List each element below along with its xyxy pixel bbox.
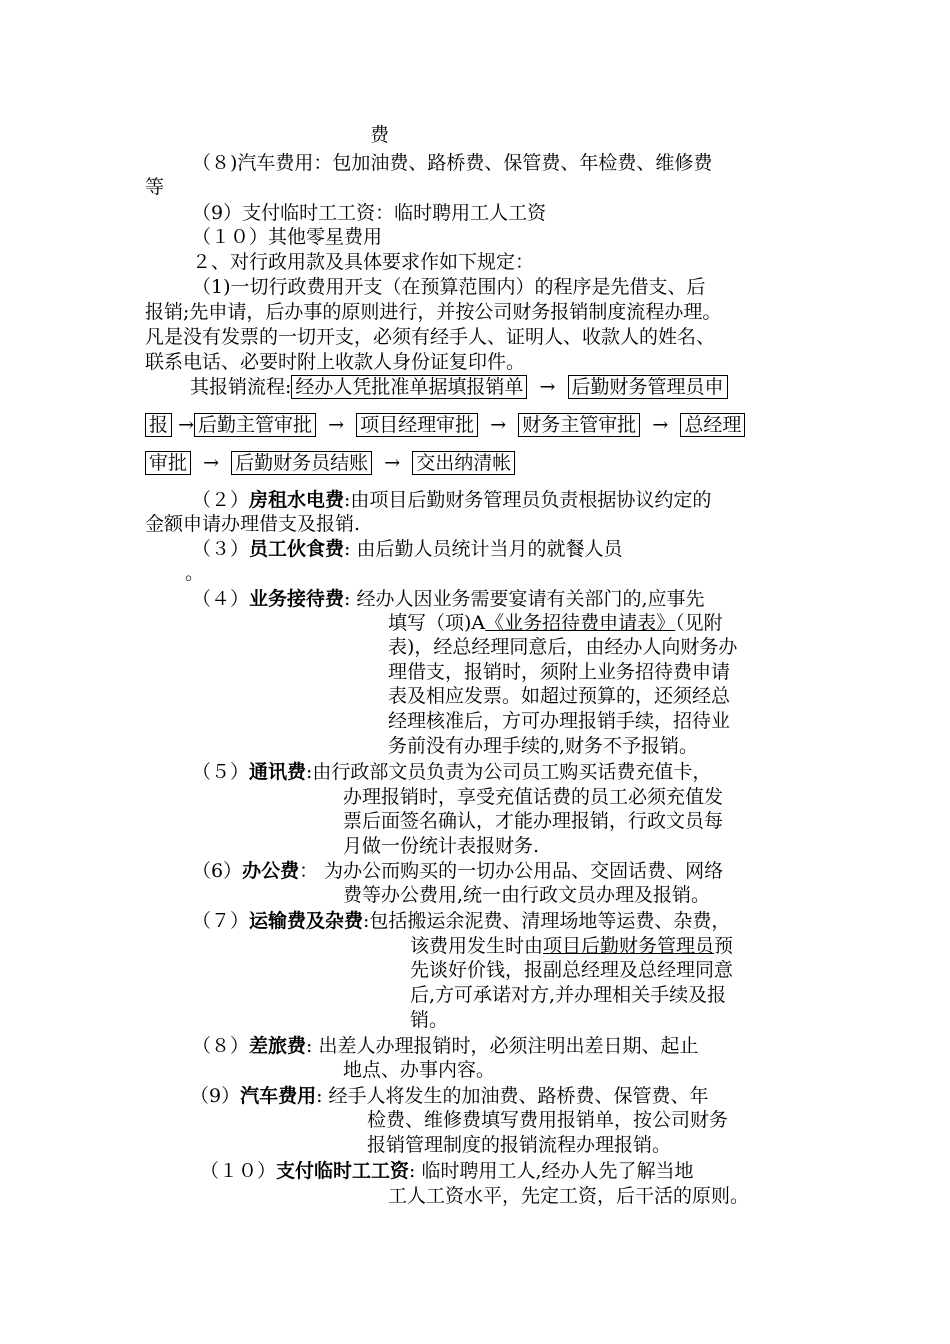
arrow-icon: → [178, 414, 194, 436]
item-number: （７） [192, 910, 250, 932]
text-line: ２、对行政用款及具体要求作如下规定： [192, 251, 535, 273]
item-number: （9） [190, 1085, 241, 1107]
flow-row-3 [145, 450, 515, 476]
item-text: : 经办人因业务需要宴请有关部门的,应事先 [344, 588, 705, 610]
item-travel [192, 1034, 698, 1058]
text-line: 后,方可承诺对方,并办理相关手续及报 [410, 984, 727, 1006]
text-line: 联系电话、必要时附上收款人身份证复印件。 [145, 351, 526, 373]
text-line: （８)汽车费用：包加油费、路桥费、保管费、年检费、维修费 [192, 152, 713, 174]
form-name-underlined: 《业务招待费申请表》 [485, 612, 676, 634]
text-line: 费等办公费用,统一由行政文员办理及报销。 [343, 884, 711, 906]
role-underlined: 项目后勤财务管理员 [543, 935, 715, 957]
arrow-icon: → [328, 414, 345, 436]
text-line: 理借支，报销时，须附上业务招待费申请 [388, 661, 731, 683]
text-line: 经理核准后，方可办理报销手续，招待业 [388, 710, 731, 732]
flow-step-finance-admin-cont: 报 [145, 413, 172, 437]
text-span: 该费用发生时由 [410, 935, 544, 957]
item-title: 通讯费 [249, 761, 307, 783]
flow-intro: 其报销流程: [190, 376, 292, 398]
text-line: 销。 [410, 1009, 449, 1031]
arrow-icon: → [490, 414, 507, 436]
item-title: 汽车费用 [240, 1085, 317, 1107]
text-line: （9）支付临时工工资：临时聘用工人工资 [192, 202, 547, 224]
item-transport-misc [192, 909, 730, 933]
item-number: （８） [192, 1035, 250, 1057]
flow-step-general-manager-cont: 审批 [145, 451, 191, 475]
text-line: （１０）其他零星费用 [192, 226, 383, 248]
text-line: 务前没有办理手续的,财务不予报销。 [388, 735, 699, 757]
item-vehicle [190, 1084, 709, 1108]
text-line: 报销管理制度的报销流程办理报销。 [367, 1134, 672, 1156]
item-number: （５） [192, 761, 250, 783]
text-line: 票后面签名确认，才能办理报销，行政文员每 [343, 810, 724, 832]
text-line: 费 [370, 124, 390, 146]
flow-row-2 [145, 412, 745, 438]
arrow-icon: → [384, 452, 401, 474]
text-line: 月做一份统计表报财务. [343, 835, 540, 857]
text-line: 金额申请办理借支及报销. [145, 513, 361, 535]
text-line: 检费、维修费填写费用报销单，按公司财务 [367, 1109, 729, 1131]
text-line [410, 934, 733, 958]
item-number: （１０） [200, 1160, 277, 1182]
item-text: : 由后勤人员统计当月的就餐人员 [344, 538, 623, 560]
text-line [388, 611, 723, 635]
text-line: 表及相应发票。如超过预算的，还须经总 [388, 685, 731, 707]
item-title: 运输费及杂费 [249, 910, 364, 932]
flow-step-finance-supervisor: 财务主管审批 [518, 413, 640, 437]
item-temporary-wages [200, 1159, 694, 1183]
item-text: : 出差人办理报销时，必须注明出差日期、起止 [306, 1035, 699, 1057]
item-staff-meals [192, 537, 622, 561]
text-line: 地点、办事内容。 [343, 1059, 496, 1081]
item-title: 差旅费 [249, 1035, 307, 1057]
item-communication [192, 760, 711, 784]
item-rent-utilities [192, 488, 711, 512]
item-number: （6） [192, 860, 243, 882]
arrow-icon: → [539, 376, 556, 398]
flow-row-1 [190, 374, 728, 400]
text-line: 报销;先申请，后办事的原则进行，并按公司财务报销制度流程办理。 [145, 301, 722, 323]
arrow-icon: → [652, 414, 669, 436]
item-business-hospitality [192, 587, 705, 611]
text-line: 。 [185, 562, 205, 584]
item-number: （４） [192, 588, 250, 610]
text-line: 先谈好价钱，报副总经理及总经理同意 [410, 959, 734, 981]
flow-step-logistics-supervisor: 后勤主管审批 [194, 413, 316, 437]
flow-step-finance-admin: 后勤财务管理员申 [568, 375, 728, 399]
flow-step-cashier: 交出纳清帐 [412, 451, 515, 475]
flow-step-fill-form: 经办人凭批准单据填报销单 [291, 375, 527, 399]
text-span: 预 [714, 935, 734, 957]
text-line: 等 [145, 176, 165, 198]
item-number: （３） [192, 538, 250, 560]
item-title: 办公费 [242, 860, 300, 882]
item-text: :由项目后勤财务管理员负责根据协议约定的 [344, 489, 712, 511]
flow-step-general-manager: 总经理 [680, 413, 745, 437]
item-title: 员工伙食费 [249, 538, 345, 560]
text-line: 工人工资水平，先定工资，后干活的原则。 [388, 1185, 750, 1207]
item-title: 支付临时工工资 [276, 1160, 410, 1182]
text-line: （1)一切行政费用开支（在预算范围内）的程序是先借支、后 [192, 276, 706, 298]
flow-step-settlement: 后勤财务员结账 [231, 451, 372, 475]
item-text: :由行政部文员负责为公司员工购买话费充值卡， [306, 761, 712, 783]
item-text: : 临时聘用工人,经办人先了解当地 [409, 1160, 694, 1182]
flow-step-project-manager: 项目经理审批 [356, 413, 478, 437]
arrow-icon: → [203, 452, 220, 474]
item-text: : 经手人将发生的加油费、路桥费、保管费、年 [316, 1085, 709, 1107]
text-line: 表)，经总经理同意后，由经办人向财务办 [388, 636, 738, 658]
item-text: :包括搬运余泥费、清理场地等运费、杂费， [363, 910, 731, 932]
text-line: 凡是没有发票的一切开支，必须有经手人、证明人、收款人的姓名、 [145, 326, 716, 348]
item-number: （２） [192, 489, 250, 511]
item-office [192, 859, 723, 883]
text-span: （见附 [675, 612, 723, 634]
item-text: ： 为办公而购买的一切办公用品、交固话费、网络 [299, 860, 724, 882]
text-line: 办理报销时，享受充值话费的员工必须充值发 [343, 786, 724, 808]
item-title: 业务接待费 [249, 588, 345, 610]
text-span: 填写（项)A [388, 612, 486, 634]
item-title: 房租水电费 [249, 489, 345, 511]
